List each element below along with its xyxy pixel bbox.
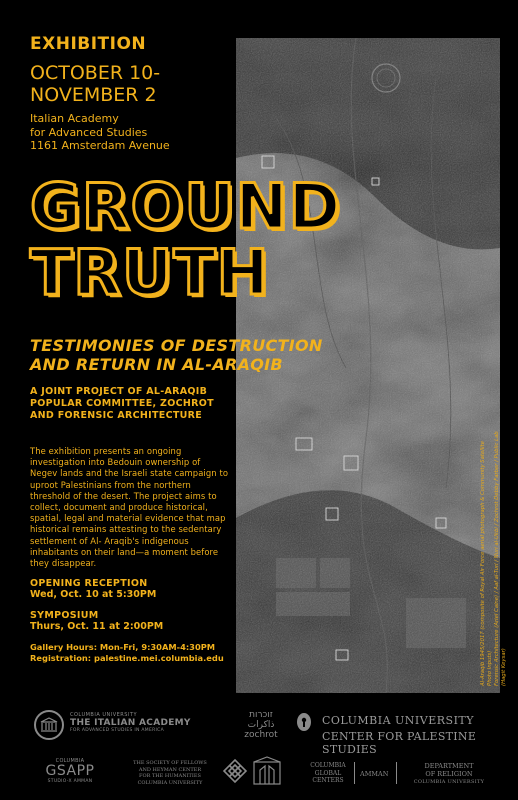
sponsor-logos — [0, 700, 518, 800]
gsapp-sub: STUDIO-X AMMAN — [47, 779, 93, 784]
credit-line-2: Forensic Architecture (Ariel Caine) / Aaf al-Turi / Nuri al-Ukbi / Zochrot Debby Farber / Public Lab (Hagit Keysar) — [494, 431, 507, 686]
italian-academy-cu: COLUMBIA UNIVERSITY — [70, 712, 138, 718]
zochrot-arabic: ذاكرات — [247, 720, 275, 730]
exhibition-description: The exhibition presents an ongoing investigation into Bedouin ownership of Negev lands and the Israeli state campaign to uproot Palestinians from the northern threshold of the desert. The project aims to collect, document and produce historical, spatial, legal and material evidence that map historical remains attesting to the sedentary settlement of Al- Araqib's indigenous inhabitants on their land—a moment before they disappear. — [30, 446, 229, 569]
zochrot-hebrew: זוכרות — [249, 710, 273, 720]
knot-emblem-icon — [222, 758, 248, 784]
subtitle-line-2: AND RETURN IN AL-ARAQIB — [30, 355, 283, 374]
reception-time: Wed, Oct. 10 at 5:30PM — [30, 589, 157, 600]
header — [30, 34, 230, 153]
italian-academy-logo — [70, 712, 230, 733]
fellows-line-1: THE SOCIETY OF FELLOWS — [133, 760, 207, 766]
keyhole-icon — [296, 712, 312, 732]
gsapp-name: GSAPP — [45, 763, 95, 779]
italian-academy-sub: FOR ADVANCED STUDIES IN AMERICA — [70, 728, 164, 733]
exhibition-dates — [30, 62, 230, 106]
cgc-line-3: CENTERS — [312, 777, 344, 784]
dept-line-3: COLUMBIA UNIVERSITY — [413, 779, 485, 785]
building-emblem-icon — [252, 756, 282, 786]
department-of-religion-logo — [404, 762, 494, 786]
venue-line-1: Italian Academy — [30, 112, 119, 125]
zochrot-english: zochrot — [244, 730, 278, 740]
center-for-palestine-studies-logo — [322, 714, 502, 756]
zochrot-logo — [236, 710, 286, 740]
cgc-line-1: COLUMBIA — [310, 762, 346, 769]
cps-line-1: COLUMBIA UNIVERSITY — [322, 714, 475, 727]
exhibition-subtitle — [30, 336, 480, 374]
gsapp-logo — [40, 758, 100, 784]
venue-line-3: 1161 Amsterdam Avenue — [30, 139, 170, 152]
gallery-hours: Gallery Hours: Mon-Fri, 9:30AM-4:30PM — [30, 642, 216, 652]
venue — [30, 112, 230, 153]
gsapp-cu: COLUMBIA — [55, 758, 85, 764]
reception-label: OPENING RECEPTION — [30, 578, 148, 589]
exhibition-label: EXHIBITION — [30, 34, 147, 54]
cgc-line-2: GLOBAL — [314, 769, 342, 777]
title-line-1: GROUND — [30, 170, 342, 243]
project-line-2: POPULAR COMMITTEE, ZOCHROT — [30, 398, 214, 409]
credit-line-1: Al-Araqib 1945/2017 (composite of Royal Air Force aerial photograph & Community Satellite Photo Inputs) — [480, 441, 493, 686]
dept-line-2: OF RELIGION — [425, 770, 473, 778]
italian-academy-emblem-icon — [34, 710, 64, 740]
fellows-line-4: COLUMBIA UNIVERSITY — [137, 779, 203, 786]
exhibition-title — [30, 170, 342, 309]
joint-project — [30, 386, 230, 422]
project-line-3: AND FORENSIC ARCHITECTURE — [30, 410, 203, 421]
cps-line-2: CENTER FOR PALESTINE STUDIES — [322, 730, 477, 756]
columbia-global-centers-logo — [306, 762, 350, 785]
symposium-time: Thurs, Oct. 11 at 2:00PM — [30, 621, 164, 632]
dates-line-1: OCTOBER 10- — [30, 62, 161, 84]
registration-link[interactable]: Registration: palestine.mei.columbia.edu — [30, 653, 224, 663]
logo-divider — [354, 762, 355, 784]
subtitle-line-1: TESTIMONIES OF DESTRUCTION — [30, 336, 323, 355]
title-line-2: TRUTH — [30, 236, 270, 309]
photo-credit — [480, 430, 507, 686]
venue-line-2: for Advanced Studies — [30, 125, 148, 139]
dept-line-1: DEPARTMENT — [424, 762, 474, 770]
dates-line-2: NOVEMBER 2 — [30, 84, 157, 106]
italian-academy-name: THE ITALIAN ACADEMY — [70, 718, 191, 728]
project-line-1: A JOINT PROJECT OF AL-ARAQIB — [30, 386, 208, 397]
symposium-label: SYMPOSIUM — [30, 610, 99, 621]
events — [30, 578, 250, 664]
society-of-fellows-logo — [124, 760, 216, 786]
fellows-line-3: FOR THE HUMANITIES — [139, 773, 201, 779]
amman-label: AMMAN — [360, 770, 389, 778]
symposium — [30, 610, 250, 633]
logo-divider-2 — [396, 762, 397, 784]
fellows-line-2: AND HEYMAN CENTER — [138, 766, 202, 773]
opening-reception — [30, 578, 250, 601]
